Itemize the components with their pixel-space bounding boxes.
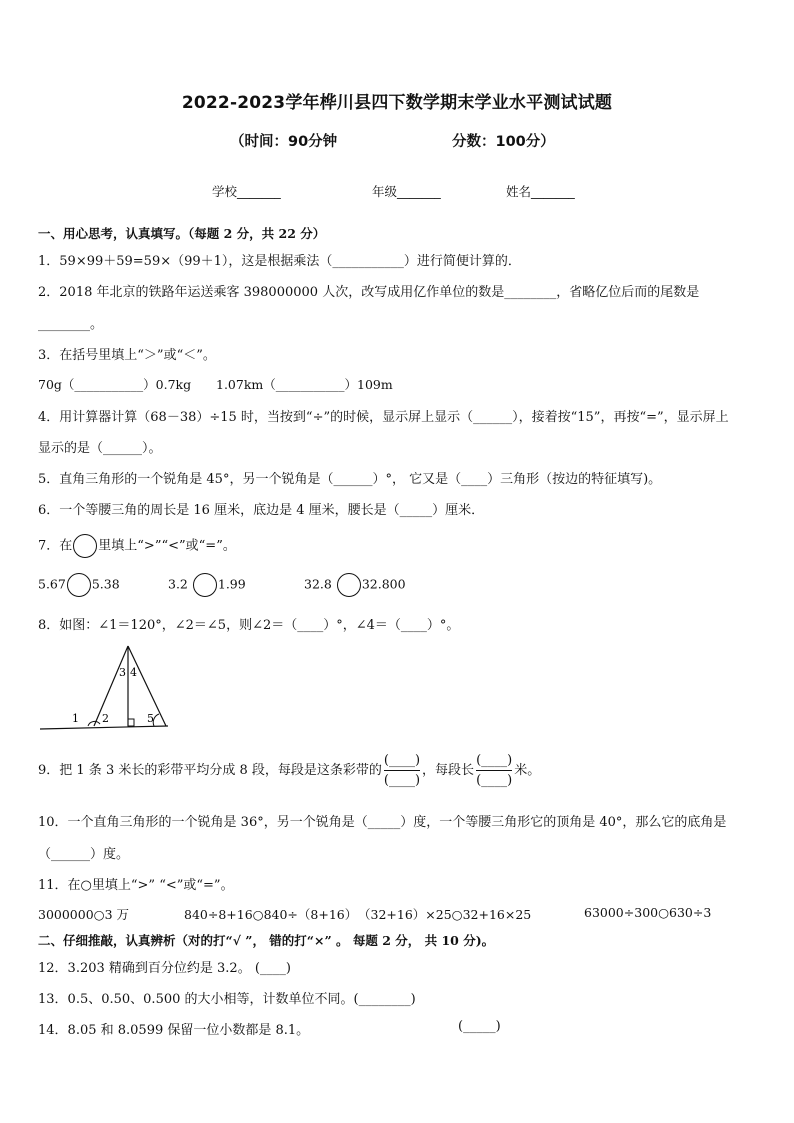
fraction-blank-2[interactable] [476, 752, 512, 789]
question-11: 11．在○里填上“>” “<”或“=”。 [38, 878, 234, 893]
question-11b: 840÷8+16○840÷（8+16） [184, 907, 358, 922]
question-3a: 70g（___________）0.7kg [38, 377, 192, 392]
fraction-denominator: (____) [476, 773, 513, 788]
question-7c [304, 573, 406, 597]
question-5: 5．直角三角形的一个锐角是 45°，另一个锐角是（______）°， 它又是（____）三角形（按边的特征填写)。 [38, 472, 662, 487]
question-6: 6．一个等腰三角的周长是 16 厘米，底边是 4 厘米，腰长是（_____）厘米． [38, 503, 485, 518]
question-2-line1: 2．2018 年北京的铁路年运送乘客 398000000 人次，改写成用亿作单位的数是________，省略亿位后而的尾数是 [38, 285, 700, 300]
question-12: 12．3.203 精确到百分位约是 3.2。 (____) [38, 961, 291, 976]
q7a-left: 5.67 [38, 576, 66, 592]
section1-heading: 一、用心思考，认真填写。（每题 2 分，共 22 分） [38, 226, 326, 241]
question-13: 13．0.5、0.50、0.500 的大小相等，计数单位不同。(________) [38, 992, 416, 1007]
q7a-right: 5.38 [91, 576, 120, 592]
question-9 [38, 752, 540, 789]
question-10-line1: 10．一个直角三角形的一个锐角是 36°，另一个锐角是（_____）度，一个等腰三角形它的顶角是 40°，那么它的底角是 [38, 815, 727, 830]
grade-field: 年级_______ [372, 184, 441, 199]
fraction-numerator: (____) [383, 753, 421, 768]
angle-label-4: 4 [130, 666, 137, 679]
triangle-angle-figure [36, 640, 176, 736]
exam-time: （时间：90分钟 [230, 134, 338, 150]
question-3: 3．在括号里填上“＞”或“＜”。 [38, 348, 216, 363]
question-14: 14．8.05 和 8.0599 保留一位小数都是 8.1。 [38, 1023, 310, 1038]
compare-circle-icon [73, 534, 97, 558]
fraction-denominator: (____) [383, 773, 421, 788]
angle-label-3: 3 [119, 666, 126, 679]
answer-circle[interactable] [337, 573, 361, 597]
section2-heading: 二、仔细推敲，认真辨析（对的打“√ ”， 错的打“×” 。 每题 2 分， 共 10 分)。 [38, 933, 495, 948]
question-4-line2: 显示的是（______）。 [38, 441, 162, 456]
question-3b: 1.07km（___________）109m [216, 377, 393, 392]
question-11a: 3000000○3 万 [38, 907, 130, 922]
exam-score: 分数：100分） [452, 134, 555, 150]
question-2-line2: ________。 [38, 317, 104, 332]
question-7-prefix: 7．在 [38, 538, 73, 554]
q7b-right: 1.99 [217, 576, 246, 592]
question-10-line2: （______）度。 [38, 847, 130, 862]
name-field: 姓名_______ [506, 184, 575, 199]
angle-label-5: 5 [147, 712, 154, 725]
question-1: 1．59×99＋59=59×（99＋1），这是根据乘法（___________）进行简便计算的． [38, 254, 521, 269]
question-8: 8．如图：∠1＝120°，∠2＝∠5，则∠2＝（____）°，∠4＝（____）°。 [38, 618, 460, 633]
question-9-middle: ，每段长 [422, 763, 475, 778]
question-7a [38, 573, 120, 597]
answer-circle[interactable] [67, 573, 91, 597]
question-11c: （32+16）×25○32+16×25 [358, 907, 532, 922]
question-4-line1: 4．用计算器计算（68－38）÷15 时，当按到“÷”的时候，显示屏上显示（______），接着按“15”，再按“=”，显示屏上 [38, 410, 729, 425]
q7b-left: 3.2 [168, 576, 188, 592]
question-11d: 63000÷300○630÷3 [584, 905, 712, 920]
fraction-numerator: (____) [476, 753, 513, 768]
q7c-left: 32.8 [304, 576, 332, 592]
answer-circle[interactable] [193, 573, 217, 597]
fraction-blank-1[interactable] [384, 752, 420, 789]
school-field: 学校_______ [212, 184, 281, 199]
question-9-suffix: 米。 [514, 763, 541, 778]
question-14-answer-blank[interactable]: (_____) [458, 1019, 501, 1034]
q7c-right: 32.800 [361, 576, 406, 592]
question-9-prefix: 9．把 1 条 3 米长的彩带平均分成 8 段，每段是这条彩带的 [38, 763, 382, 778]
exam-title: 2022-2023学年桦川县四下数学期末学业水平测试试题 [181, 93, 613, 113]
angle-label-1: 1 [72, 712, 79, 725]
question-7 [38, 534, 236, 558]
question-7-suffix: 里填上“>”“<”或“=”。 [98, 538, 236, 554]
angle-label-2: 2 [102, 712, 109, 725]
question-7b [168, 573, 246, 597]
